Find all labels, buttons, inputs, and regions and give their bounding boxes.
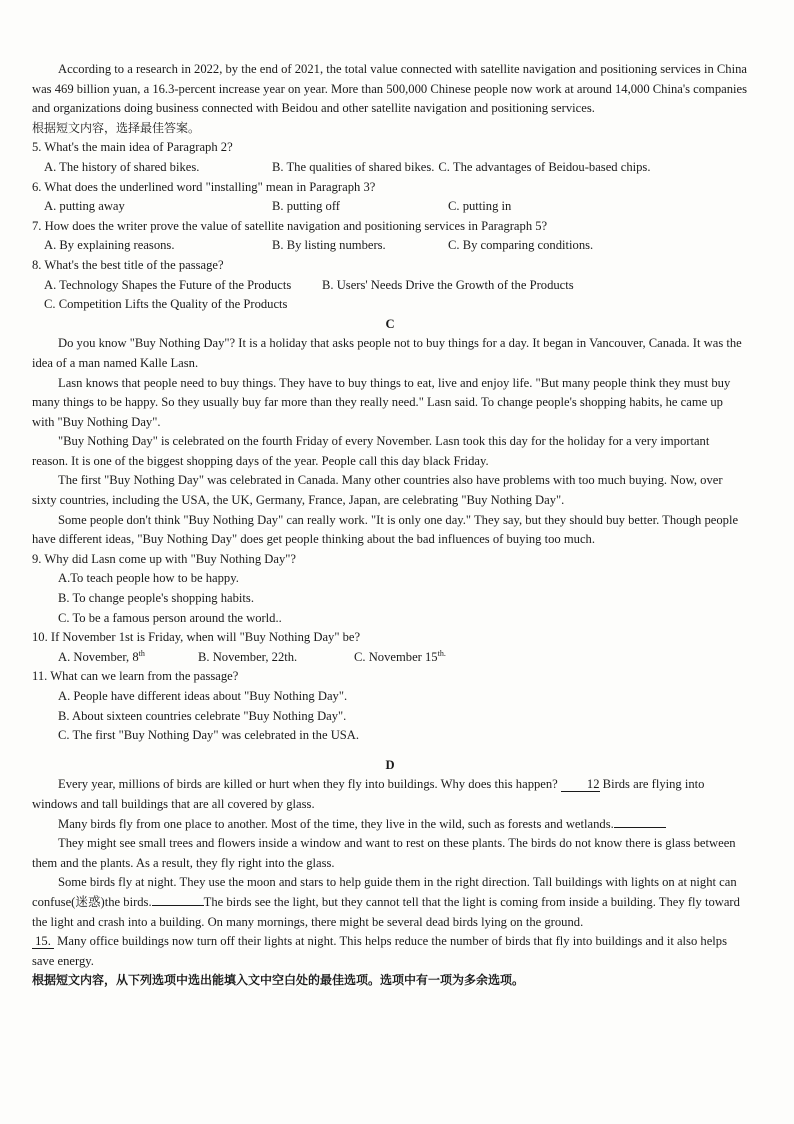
option-c: C. To be a famous person around the world.. xyxy=(58,610,282,625)
option-a: A. People have different ideas about "Buy Nothing Day". xyxy=(58,689,348,703)
passage-d-paragraph-3: They might see small trees and flowers inside a window and want to rest on these plants. The birds do not know there is glass between them and the plants. As a result, they fly right into the glass. xyxy=(32,836,736,870)
passage-c-paragraph-4: The first "Buy Nothing Day" was celebrated in Canada. Many other countries also have problems with too much buying. Now, over sixty countries, including the USA, the UK, Germany, France, Japan, are celebrating "Buy Nothing Day". xyxy=(32,473,723,508)
passage-d-paragraph-5: 15. Many office buildings now turn off their lights at night. This helps reduce the number of birds that fly into buildings and it also helps save energy. xyxy=(32,934,727,968)
option-b: B. About sixteen countries celebrate "Buy Nothing Day". xyxy=(58,708,347,723)
option-a: A. November, 8th xyxy=(58,648,145,664)
passage-c-paragraph-3: "Buy Nothing Day" is celebrated on the fourth Friday of every November. Lasn took this day for the holiday for a very important reason. It is one of the biggest shopping days of the year. People call this day black Friday. xyxy=(32,434,710,468)
question-5-options xyxy=(32,158,748,178)
option-c: C. By comparing conditions. xyxy=(448,238,594,253)
option-b: B. putting off xyxy=(272,199,340,214)
question-7-options xyxy=(32,236,748,256)
option-b: B. To change people's shopping habits. xyxy=(58,591,254,606)
passage-c-paragraph-1: Do you know "Buy Nothing Day"? It is a holiday that asks people not to buy things for a day. It began in Vancouver, Canada. It was the idea of a man named Kalle Lasn. xyxy=(32,336,742,370)
passage-d-paragraph-1: Every year, millions of birds are killed or hurt when they fly into buildings. Why does this happen? 12 Birds are flying into windows and tall buildings that are all covered by glass. xyxy=(32,777,705,811)
question-6-options xyxy=(32,197,748,217)
option-c: C. The first "Buy Nothing Day" was celebrated in the USA. xyxy=(58,728,360,743)
option-a: A. putting away xyxy=(44,199,125,214)
option-b: B. November, 22th. xyxy=(198,649,298,664)
question-9: 9. Why did Lasn come up with "Buy Nothing Day"? xyxy=(32,551,296,566)
passage-c-paragraph-2: Lasn knows that people need to buy things. They have to buy things to eat, live and enjoy life. "But many people think they must buy many things to be happy. So they usually buy far more than they really need." Lasn said. To change people's shopping habits, he came up with "Buy Nothing Day". xyxy=(32,375,731,429)
blank-15: 15. xyxy=(32,934,54,949)
passage-d-paragraph-4: Some birds fly at night. They use the moon and stars to help guide them in the right direction. Tall buildings with lights on at night can confuse(迷惑)the birds. The birds see the light, but they cannot tell that the light is coming from inside a building. They fly toward the light and crash into a building. On many mornings, there might be several dead birds lying on the ground. xyxy=(32,875,740,929)
question-8-options-ab xyxy=(32,276,748,296)
question-10: 10. If November 1st is Friday, when will "Buy Nothing Day" be? xyxy=(32,630,361,645)
passage-b-last-paragraph: According to a research in 2022, by the end of 2021, the total value connected with satellite navigation and positioning services in China was 469 billion yuan, a 16.3-percent increase year on year. More than 500,000 Chinese people now work at around 14,000 China's companies and organizations doing business connected with Beidou and other satellite navigation and positioning services. xyxy=(32,62,748,116)
option-b: B. The qualities of shared bikes. xyxy=(272,159,435,174)
question-7: 7. How does the writer prove the value of satellite navigation and positioning services in Paragraph 5? xyxy=(32,218,548,233)
question-8: 8. What's the best title of the passage? xyxy=(32,257,224,272)
option-a: A. By explaining reasons. xyxy=(44,238,175,253)
passage-c-heading: C xyxy=(385,316,395,331)
question-10-options xyxy=(32,648,748,668)
option-a: A. The history of shared bikes. xyxy=(44,159,200,174)
question-11: 11. What can we learn from the passage? xyxy=(32,669,239,684)
option-c: C. putting in xyxy=(448,199,512,214)
option-c: C. Competition Lifts the Quality of the Products xyxy=(44,297,288,312)
option-b: B. By listing numbers. xyxy=(272,238,386,253)
passage-d-paragraph-2: Many birds fly from one place to another. Most of the time, they live in the wild, such as forests and wetlands. xyxy=(32,815,748,835)
option-c: C. The advantages of Beidou-based chips. xyxy=(438,159,651,174)
option-a: A. Technology Shapes the Future of the Products xyxy=(44,277,292,292)
question-6: 6. What does the underlined word "installing" mean in Paragraph 3? xyxy=(32,179,376,194)
instruction-b: 根据短文内容，选择最佳答案。 xyxy=(32,120,201,135)
option-b: B. Users' Needs Drive the Growth of the Products xyxy=(322,277,574,292)
blank-12: 12 xyxy=(561,777,600,792)
option-a: A.To teach people how to be happy. xyxy=(58,571,239,586)
passage-d-heading: D xyxy=(385,757,395,772)
passage-c-paragraph-5: Some people don't think "Buy Nothing Day" can really work. "It is only one day." They say, but they should buy better. Though people have different ideas, "Buy Nothing Day" does get people thinking about the bad influences of buying too much. xyxy=(32,512,739,547)
blank-14 xyxy=(152,905,204,906)
option-c: C. November $15^{th.}$ xyxy=(354,648,446,664)
question-5: 5. What's the main idea of Paragraph 2? xyxy=(32,140,233,155)
blank-13 xyxy=(614,827,666,828)
instruction-d: 根据短文内容，从下列选项中选出能填入文中空白处的最佳选项。选项中有一项为多余选项。 xyxy=(32,973,525,988)
